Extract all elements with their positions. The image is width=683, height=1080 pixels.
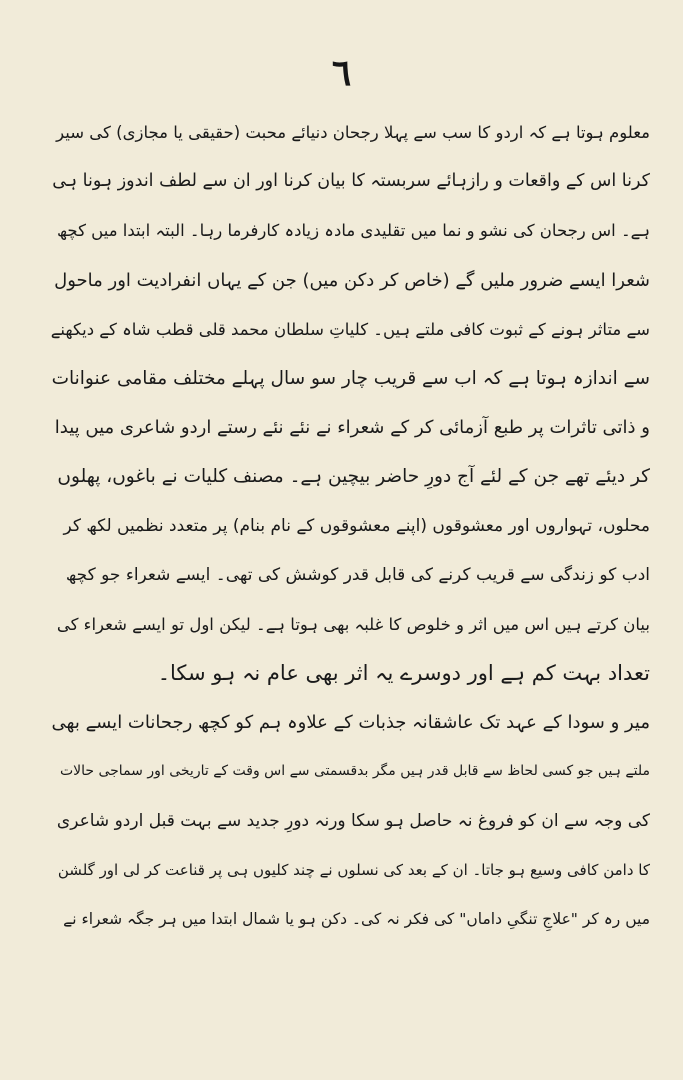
text-line: ہے۔ اس رجحان کی نشو و نما میں تقلیدی مادہ زیادہ کارفرما رہا۔ البتہ ابتدا میں کچھ <box>57 221 650 241</box>
text-line: سے اندازہ ہوتا ہے کہ اب سے قریب چار سو سال پہلے مختلف مقامی عنوانات <box>51 367 650 389</box>
body-text <box>50 108 650 944</box>
text-line: و ذاتی تاثرات پر طبع آزمائی کر کے شعراء نے نئے نئے رستے اردو شاعری میں پیدا <box>54 417 650 439</box>
text-line: میں رہ کر "علاجِ تنگیِ داماں" کی فکر نہ کی۔ دکن ہو یا شمال ابتدا میں ہر جگہ شعراء نے <box>63 910 650 928</box>
text-line: معلوم ہوتا ہے کہ اردو کا سب سے پہلا رجحان دنیائے محبت (حقیقی یا مجازی) کی سیر <box>56 123 650 142</box>
text-line: کی وجہ سے ان کو فروغ نہ حاصل ہو سکا ورنہ دورِ جدید سے بہت قبل اردو شاعری <box>56 810 650 831</box>
text-line: بیان کرتے ہیں اس میں اثر و خلوص کا غلبہ بھی ہوتا ہے۔ لیکن اول تو ایسے شعراء کی <box>56 614 650 634</box>
text-line: تعداد بہت کم ہے اور دوسرے یہ اثر بھی عام نہ ہو سکا۔ <box>157 661 650 686</box>
text-line: کرنا اس کے واقعات و رازہائے سربستہ کا بیان کرنا اور ان سے لطف اندوز ہونا ہی <box>52 171 650 192</box>
text-line: میر و سودا کے عہد تک عاشقانہ جذبات کے علاوہ ہم کو کچھ رجحانات ایسے بھی <box>51 712 650 734</box>
text-line: ادب کو زندگی سے قریب کرنے کی قابل قدر کوشش کی تھی۔ ایسے شعراء جو کچھ <box>65 564 650 585</box>
text-line: کر دیئے تھے جن کے لئے آج دورِ حاضر بیچین ہے۔ مصنف کلیات نے باغوں، پھلوں <box>57 466 650 488</box>
text-line: ملتے ہیں جو کسی لحاظ سے قابل قدر ہیں مگر بدقسمتی سے اس وقت کے تاریخی اور سماجی حالات <box>59 763 650 780</box>
page-number: ٦ <box>331 52 352 94</box>
text-line: سے متاثر ہونے کے ثبوت کافی ملتے ہیں۔ کلیاتِ سلطان محمد قلی قطب شاہ کے دیکھنے <box>50 319 650 339</box>
paragraph-2 <box>50 698 650 944</box>
text-line: کا دامن کافی وسیع ہو جاتا۔ ان کے بعد کی نسلوں نے چند کلیوں ہی پر قناعت کر لی اور گلشن <box>57 860 650 879</box>
paragraph-1 <box>50 108 650 698</box>
text-line: شعرا ایسے ضرور ملیں گے (خاص کر دکن میں) جن کے یہاں انفرادیت اور ماحول <box>54 269 650 291</box>
text-line: محلوں، تہواروں اور معشوقوں (اپنے معشوقوں کے نام بنام) پر متعدد نظمیں لکھ کر <box>63 515 650 536</box>
